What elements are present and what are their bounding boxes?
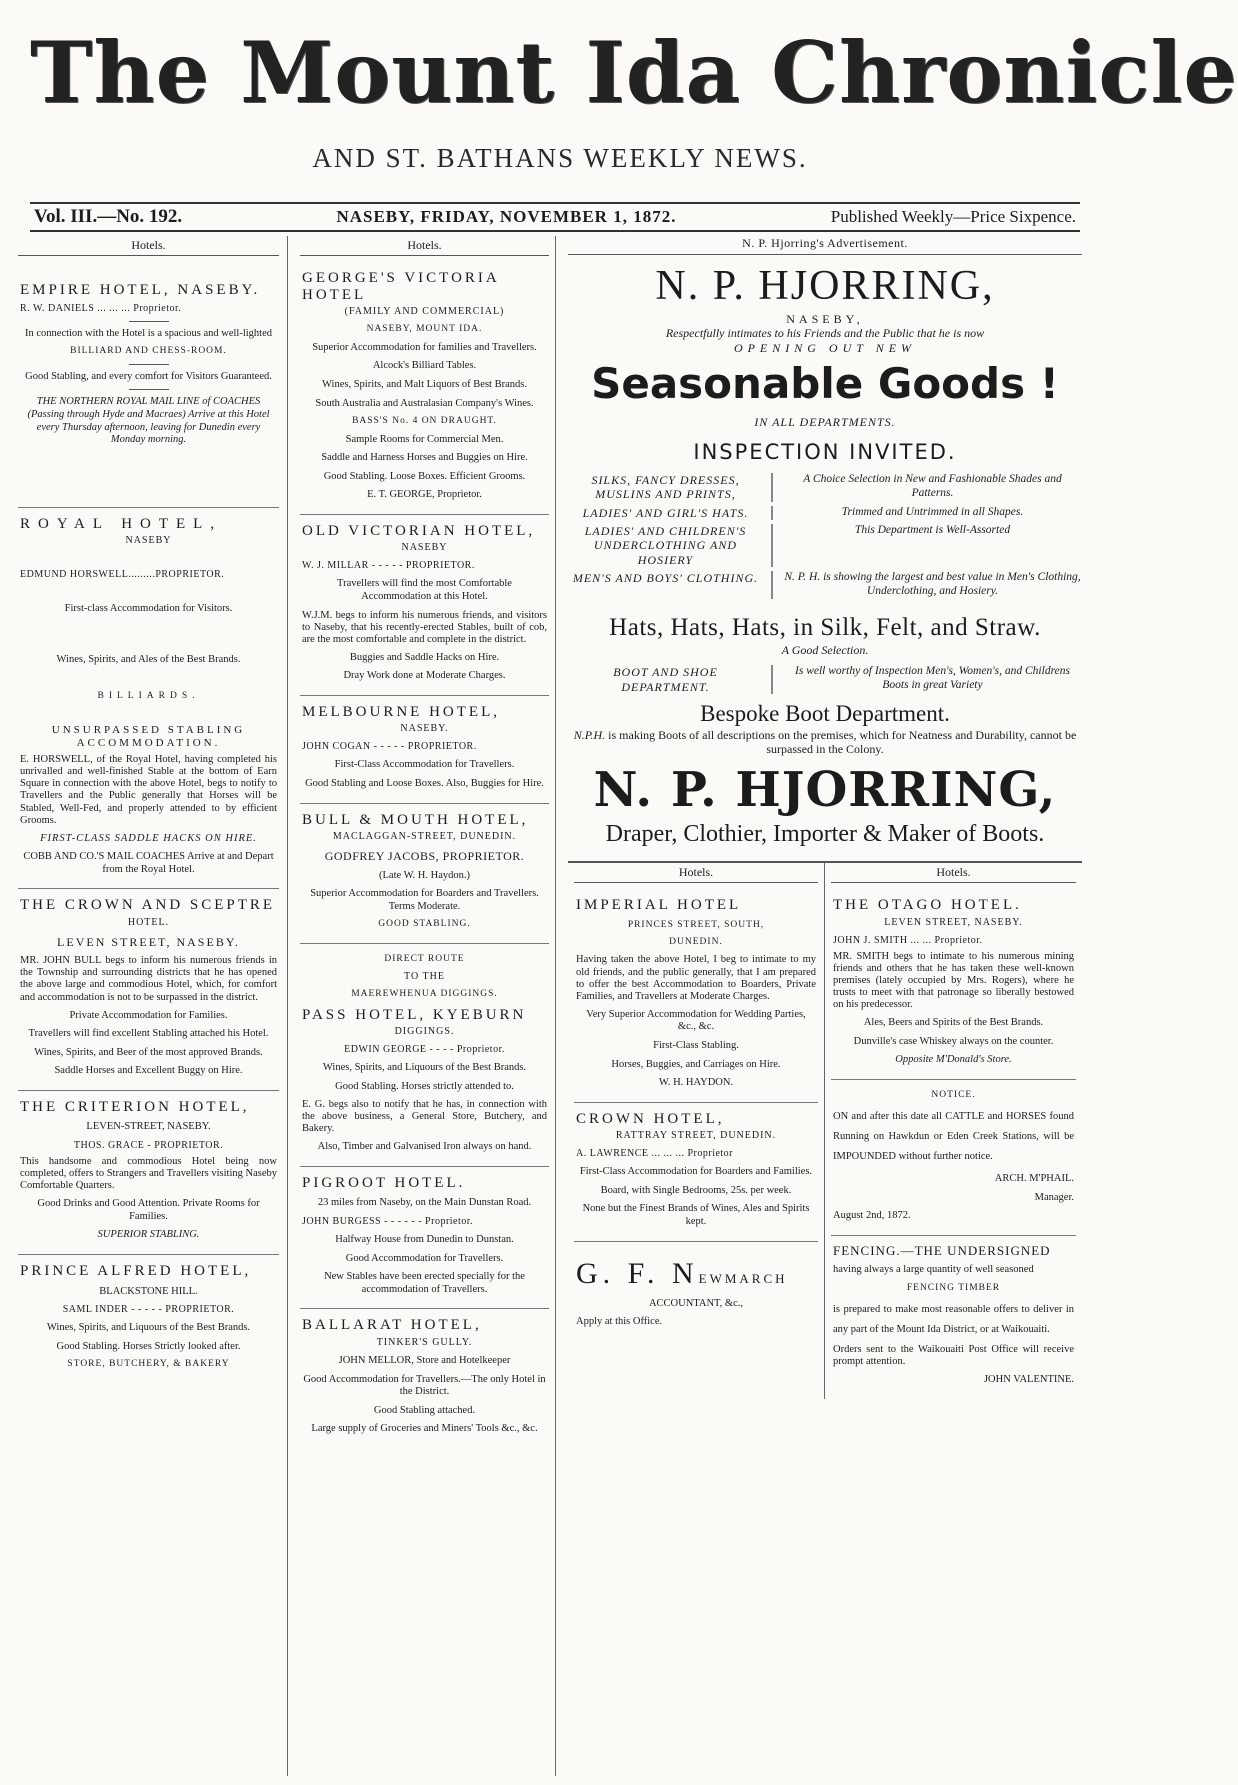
issue-date: NASEBY, FRIDAY, NOVEMBER 1, 1872. — [336, 206, 677, 226]
ad-bull-mouth — [300, 803, 549, 943]
ad-subtitle: BLACKSTONE HILL. — [99, 1285, 198, 1297]
ad-imperial-hotel — [574, 889, 818, 1102]
ad-fencing — [831, 1235, 1076, 1399]
ad-title: CROWN HOTEL, — [576, 1110, 725, 1127]
ad-text: Opposite M'Donald's Store. — [895, 1054, 1012, 1066]
advertiser-trade: Draper, Clothier, Importer & Maker of Boots. — [605, 821, 1045, 847]
bespoke-heading: Bespoke Boot Department. — [700, 701, 950, 727]
ad-text: This handsome and commodious Hotel being now completed, offers to Strangers and Travellers visiting Naseby Comfortable Quarters. — [20, 1156, 278, 1192]
ad-text: UNSURPASSED STABLING ACCOMMODATION. — [51, 723, 246, 750]
ad-crown-sceptre — [18, 888, 279, 1090]
ad-street: LEVEN STREET, NASEBY. — [884, 916, 1023, 928]
department-item — [568, 571, 1082, 599]
proprietor-line: R. W. DANIELS ... ... ... Proprietor. — [20, 302, 182, 314]
newspaper-subtitle: AND ST. BATHANS WEEKLY NEWS. — [312, 143, 808, 173]
ad-street: LEVEN-STREET, NASEBY. — [86, 1121, 211, 1133]
ad-title: THE CROWN AND SCEPTRE — [20, 897, 276, 914]
ad-text: Sample Rooms for Commercial Men. — [345, 433, 504, 445]
ad-text: First-Class Accommodation for Travellers. — [334, 759, 515, 771]
ad-text: having always a large quantity of well seasoned — [833, 1264, 1034, 1276]
department-desc: A Choice Selection in New and Fashionable Shades and Patterns. — [803, 472, 1062, 499]
ad-ballarat-hotel — [300, 1308, 549, 1447]
ad-title: ROYAL HOTEL, — [20, 515, 223, 532]
ad-title: EMPIRE HOTEL, NASEBY. — [20, 282, 261, 299]
ad-notice — [831, 1079, 1076, 1235]
proprietor-line: JOHN MELLOR, Store and Hotelkeeper — [338, 1354, 511, 1366]
ad-text: Saddle and Harness Horses and Buggies on Hire. — [321, 452, 528, 464]
ad-text: Apply at this Office. — [576, 1316, 663, 1328]
bespoke-body: is making Boots of all descriptions on the premises, which for Neatness and Durability, cannot be surpassed in the Colony. — [608, 727, 1077, 757]
advertiser-name: N. P. HJORRING, — [655, 263, 995, 310]
ad-otago-hotel — [831, 889, 1076, 1079]
ad-text: Large supply of Groceries and Miners' Tools &c., &c. — [311, 1423, 538, 1435]
ad-royal-hotel — [18, 507, 279, 889]
ad-title: OLD VICTORIAN HOTEL, — [302, 522, 536, 539]
ad-subtitle: TINKER'S GULLY. — [376, 1336, 473, 1348]
ad-text: MR. SMITH begs to intimate to his numerous mining friends and others that he has taken these well-known premises (lately occupied by Mrs. Rogers), where he trusts to meet with that patronage so liberally bestowed on his predecessor. — [833, 950, 1074, 1010]
ad-text: Superior Accommodation for Boarders and Travellers. Terms Moderate. — [310, 888, 539, 912]
volume-number: Vol. III.—No. 192. — [34, 205, 183, 227]
ad-text: BILLIARD AND CHESS-ROOM. — [70, 346, 227, 357]
ad-text: First-Class Stabling. — [653, 1039, 739, 1051]
subcolumn-a — [568, 863, 825, 1399]
ad-text: Wines, Spirits, and Ales of the Best Brands. — [56, 653, 241, 665]
proprietor-line: A. LAWRENCE ... ... ... Proprietor — [576, 1148, 734, 1160]
ad-text: In connection with the Hotel is a spacious and well-lighted — [25, 327, 272, 339]
ad-text: Board, with Single Bedrooms, 25s. per week. — [600, 1184, 792, 1196]
department-desc: This Department is Well-Assorted — [854, 524, 1011, 537]
ad-text: Ales, Beers and Spirits of the Best Brands. — [863, 1017, 1044, 1028]
ad-melbourne-hotel — [300, 695, 549, 803]
department-desc: Trimmed and Untrimmed in all Shapes. — [841, 505, 1024, 518]
ad-text: First-class Accommodation for Visitors. — [64, 603, 233, 615]
ad-text: TO THE — [404, 971, 445, 983]
ad-street: LEVEN STREET, NASEBY. — [57, 934, 240, 949]
ad-georges-victoria — [300, 262, 549, 514]
ad-text: Good Stabling. Horses strictly attended to. — [335, 1080, 514, 1092]
hats-heading: Hats, Hats, Hats, in Silk, Felt, and Straw. — [609, 613, 1041, 641]
ad-title: BULL & MOUTH HOTEL, — [302, 811, 529, 828]
column-header: N. P. Hjorring's Advertisement. — [568, 236, 1082, 255]
hotels-subcolumns — [568, 861, 1082, 1399]
ad-text: OPENING OUT NEW — [733, 340, 917, 355]
ad-crown-hotel — [574, 1102, 818, 1241]
ad-text: Good Stabling attached. — [373, 1404, 476, 1416]
ad-criterion-hotel — [18, 1090, 279, 1254]
ad-text: None but the Finest Brands of Wines, Ales and Spirits kept. — [582, 1203, 810, 1227]
ad-title: THE CRITERION HOTEL, — [20, 1098, 250, 1115]
department-name: SILKS, FANCY DRESSES, MUSLINS AND PRINTS, — [568, 473, 773, 502]
newmarch-initials: G. F. N — [576, 1256, 699, 1290]
ad-text: MAEREWHENUA DIGGINGS. — [351, 989, 498, 1000]
ad-text: Good Accommodation for Travellers. — [345, 1252, 504, 1264]
column-1 — [18, 236, 288, 1776]
ad-street: RATTRAY STREET, DUNEDIN. — [615, 1130, 777, 1142]
ad-subtitle: (FAMILY AND COMMERCIAL) — [344, 306, 505, 318]
ad-text: Manager. — [1034, 1191, 1074, 1203]
ad-text: Horses, Buggies, and Carriages on Hire. — [611, 1058, 781, 1070]
ad-text: DIRECT ROUTE — [384, 953, 465, 964]
ad-title — [576, 1256, 816, 1292]
proprietor-line: JOHN BURGESS - - - - - - Proprietor. — [302, 1216, 474, 1228]
column-header: Hotels. — [831, 863, 1076, 883]
signature: JOHN VALENTINE. — [983, 1374, 1074, 1386]
ad-prince-alfred — [18, 1254, 279, 1383]
ad-newmarch — [574, 1241, 818, 1341]
ad-text: Wines, Spirits, and Liquours of the Best Brands. — [322, 1062, 527, 1074]
ad-text: ON and after this date all CATTLE and HORSES found Running on Hawkdun or Eden Creek Stations, will be IMPOUNDED without further notice. — [833, 1111, 1074, 1163]
ad-text: Good Stabling. Horses Strictly looked after. — [56, 1340, 241, 1352]
ad-town: NASEBY — [125, 535, 172, 547]
ad-street: MACLAGGAN-STREET, DUNEDIN. — [332, 831, 517, 843]
seasonable-goods-heading: Seasonable Goods ! — [591, 358, 1059, 408]
ad-text: Saddle Horses and Excellent Buggy on Hire. — [54, 1065, 243, 1077]
ad-text: A Good Selection. — [781, 642, 869, 657]
ad-text: Respectfully intimates to his Friends and the Public that he is now — [665, 326, 985, 341]
ad-town: NASEBY — [401, 542, 448, 554]
price-info: Published Weekly—Price Sixpence. — [830, 206, 1076, 226]
signature: W. H. HAYDON. — [658, 1077, 734, 1089]
ad-text: Good Drinks and Good Attention. Private Rooms for Families. — [37, 1198, 260, 1222]
proprietor-line: EDWIN GEORGE - - - - Proprietor. — [344, 1044, 505, 1056]
department-desc: Is well worthy of Inspection Men's, Women's, and Childrens Boots in great Variety — [795, 665, 1070, 692]
department-name: BOOT AND SHOE DEPARTMENT. — [568, 665, 773, 694]
department-list — [568, 473, 1082, 599]
boot-department — [568, 665, 1082, 694]
bespoke-initials: N.P.H. — [573, 727, 606, 742]
ad-town: NASEBY. — [400, 723, 449, 735]
ad-text: THE NORTHERN ROYAL MAIL LINE of COACHES (Passing through Hyde and Macraes) Arrive at this Hotel every Thursday afternoon, leaving for Dunedin every Monday morning. — [27, 396, 270, 446]
ad-text: BASS'S No. 4 ON DRAUGHT. — [352, 416, 497, 427]
ad-text: Private Accommodation for Families. — [69, 1009, 228, 1021]
inspection-invited-heading: INSPECTION INVITED. — [693, 439, 957, 464]
department-item — [568, 473, 1082, 502]
dateline — [30, 202, 1080, 232]
newmarch-surname: EWMARCH — [698, 1270, 788, 1286]
ad-text: Also, Timber and Galvanised Iron always on hand. — [317, 1141, 532, 1153]
ad-text: is prepared to make most reasonable offers to deliver in any part of the Mount Ida District, or at Waikouaiti. — [833, 1304, 1074, 1335]
proprietor-line: E. T. GEORGE, Proprietor. — [367, 489, 482, 501]
ad-town: DUNEDIN. — [669, 937, 723, 948]
department-desc: N. P. H. is showing the largest and best value in Men's Clothing, Underclothing, and Hosiery. — [784, 571, 1081, 598]
ad-text: Wines, Spirits, and Liquours of the Best Brands. — [46, 1322, 251, 1334]
ad-text: E. G. begs also to notify that he has, in connection with the above business, a General Store, Butchery, and Bakery. — [302, 1099, 547, 1135]
column-header: Hotels. — [574, 863, 818, 883]
ad-empire-hotel — [18, 262, 279, 506]
subcolumn-b — [825, 863, 1082, 1399]
ad-title: PRINCE ALFRED HOTEL, — [20, 1263, 252, 1280]
advertiser-town: NASEBY, — [786, 311, 864, 326]
ad-title: MELBOURNE HOTEL, — [302, 703, 500, 720]
ad-text: Dray Work done at Moderate Charges. — [343, 670, 506, 682]
newspaper-title: The Mount Ida Chronicle — [30, 23, 1238, 122]
proprietor-line: GODFREY JACOBS, PROPRIETOR. — [324, 849, 525, 864]
ad-text: Wines, Spirits, and Beer of the most approved Brands. — [34, 1046, 263, 1058]
ad-title: IMPERIAL HOTEL — [576, 897, 742, 914]
ad-text: Good Accommodation for Travellers.—The only Hotel in the District. — [303, 1373, 546, 1398]
column-3 — [562, 236, 1082, 1776]
ad-text: MR. JOHN BULL begs to inform his numerous friends in the Township and surrounding districts that he has opened the above large and commodious Hotel, which, for comfort and accommodation is not to be surpassed in the district. — [20, 955, 277, 1003]
ad-text: Wines, Spirits, and Malt Liquors of Best Brands. — [322, 378, 527, 390]
ad-text: GOOD STABLING. — [378, 919, 471, 930]
bespoke-text — [568, 728, 1082, 757]
ad-text: Superior Accommodation for families and Travellers. — [312, 341, 537, 353]
ad-text: Having taken the above Hotel, I beg to intimate to my old friends, and the public generally, that I am prepared to offer the best Accommodation to Boarders, Private Families, and Travellers at Moderate Charges. — [576, 954, 816, 1002]
proprietor-line: EDMUND HORSWELL.........PROPRIETOR. — [20, 569, 225, 581]
ad-text: IN ALL DEPARTMENTS. — [754, 415, 896, 430]
ad-text: Dunville's case Whiskey always on the counter. — [853, 1035, 1054, 1047]
signature: ARCH. M'PHAIL. — [994, 1172, 1074, 1184]
ad-street: PRINCES STREET, SOUTH, — [627, 919, 765, 930]
department-name: LADIES' AND GIRL'S HATS. — [568, 506, 773, 520]
masthead — [30, 18, 1238, 173]
notice-heading: NOTICE. — [931, 1089, 976, 1100]
department-item — [568, 665, 1082, 694]
proprietor-line: SAML INDER - - - - - PROPRIETOR. — [62, 1304, 235, 1316]
advertiser-name-large: N. P. HJORRING, — [593, 762, 1057, 819]
ad-old-victorian — [300, 514, 549, 695]
ad-text: Very Superior Accommodation for Wedding Parties, &c., &c. — [586, 1008, 806, 1033]
ad-text: Orders sent to the Waikouaiti Post Office will receive prompt attention. — [833, 1343, 1074, 1367]
ad-text: COBB AND CO.'S MAIL COACHES Arrive at and Depart from the Royal Hotel. — [23, 851, 274, 875]
department-item — [568, 506, 1082, 520]
ad-text: Travellers will find the most Comfortable Accommodation at this Hotel. — [337, 578, 512, 603]
ad-pass-hotel — [300, 943, 549, 1166]
proprietor-line: JOHN J. SMITH ... ... Proprietor. — [833, 934, 983, 946]
ad-text: Alcock's Billiard Tables. — [372, 360, 477, 372]
ad-text: SUPERIOR STABLING. — [97, 1229, 200, 1241]
ad-title: FENCING.—THE UNDERSIGNED — [833, 1242, 1051, 1258]
proprietor-line: THOS. GRACE - PROPRIETOR. — [73, 1140, 224, 1152]
department-name: MEN'S AND BOYS' CLOTHING. — [568, 571, 773, 599]
column-header: Hotels. — [300, 236, 549, 256]
ad-text: Buggies and Saddle Hacks on Hire. — [349, 651, 500, 663]
ad-text: FIRST-CLASS SADDLE HACKS ON HIRE. — [40, 832, 257, 844]
ad-text: First-Class Accommodation for Boarders and Families. — [579, 1166, 813, 1178]
ad-text: Good Stabling and Loose Boxes. Also, Buggies for Hire. — [305, 778, 544, 790]
column-header: Hotels. — [18, 236, 279, 256]
ad-text: ACCOUNTANT, &c., — [648, 1297, 744, 1309]
ad-text: FENCING TIMBER — [906, 1282, 1001, 1293]
ad-text: South Australia and Australasian Company's Wines. — [315, 397, 534, 409]
ad-text: STORE, BUTCHERY, & BAKERY — [67, 1359, 230, 1370]
proprietor-line: W. J. MILLAR - - - - - PROPRIETOR. — [302, 560, 475, 572]
ad-title: BALLARAT HOTEL, — [302, 1317, 482, 1334]
department-item — [568, 524, 1082, 567]
ad-subtitle: HOTEL. — [127, 916, 170, 928]
department-name: LADIES' AND CHILDREN'S UNDERCLOTHING AND HOSIERY — [568, 524, 773, 567]
column-2 — [294, 236, 556, 1776]
ad-text: Travellers will find excellent Stabling attached his Hotel. — [28, 1028, 269, 1040]
ad-text: August 2nd, 1872. — [833, 1210, 911, 1222]
ad-text: Good Stabling. Loose Boxes. Efficient Grooms. — [323, 470, 526, 482]
ad-subtitle: DIGGINGS. — [394, 1026, 455, 1038]
ad-text: (Late W. H. Haydon.) — [379, 869, 470, 881]
ad-text: New Stables have been erected specially for the accommodation of Travellers. — [324, 1271, 525, 1295]
ad-text: Good Stabling, and every comfort for Visitors Guaranteed. — [25, 370, 272, 382]
ad-title: PASS HOTEL, KYEBURN — [302, 1006, 527, 1023]
ad-text: E. HORSWELL, of the Royal Hotel, having completed his unrivalled and well-finished Stable at the bottom of Earn Square in connection with the above Hotel, begs to notify to Travellers and the Public generally that Horses will be Stabled, Well-Fed, and properly attended to by efficient Grooms. — [20, 754, 277, 826]
ad-pigroot-hotel — [300, 1166, 549, 1308]
ad-text: 23 miles from Naseby, on the Main Dunstan Road. — [317, 1197, 532, 1209]
ad-text: Halfway House from Dunedin to Dunstan. — [335, 1234, 514, 1246]
ad-town: NASEBY, MOUNT IDA. — [366, 324, 483, 335]
ad-text: BILLIARDS. — [97, 690, 200, 701]
ad-title: THE OTAGO HOTEL. — [833, 897, 1022, 914]
ad-text: W.J.M. begs to inform his numerous friends, and visitors to Naseby, that his recently-erected Stables, built of cob, are the most comfortable and complete in the district. — [302, 609, 547, 645]
ad-title: PIGROOT HOTEL. — [302, 1174, 466, 1191]
proprietor-line: JOHN COGAN - - - - - PROPRIETOR. — [302, 741, 477, 753]
ad-title: GEORGE'S VICTORIA HOTEL — [302, 270, 499, 303]
